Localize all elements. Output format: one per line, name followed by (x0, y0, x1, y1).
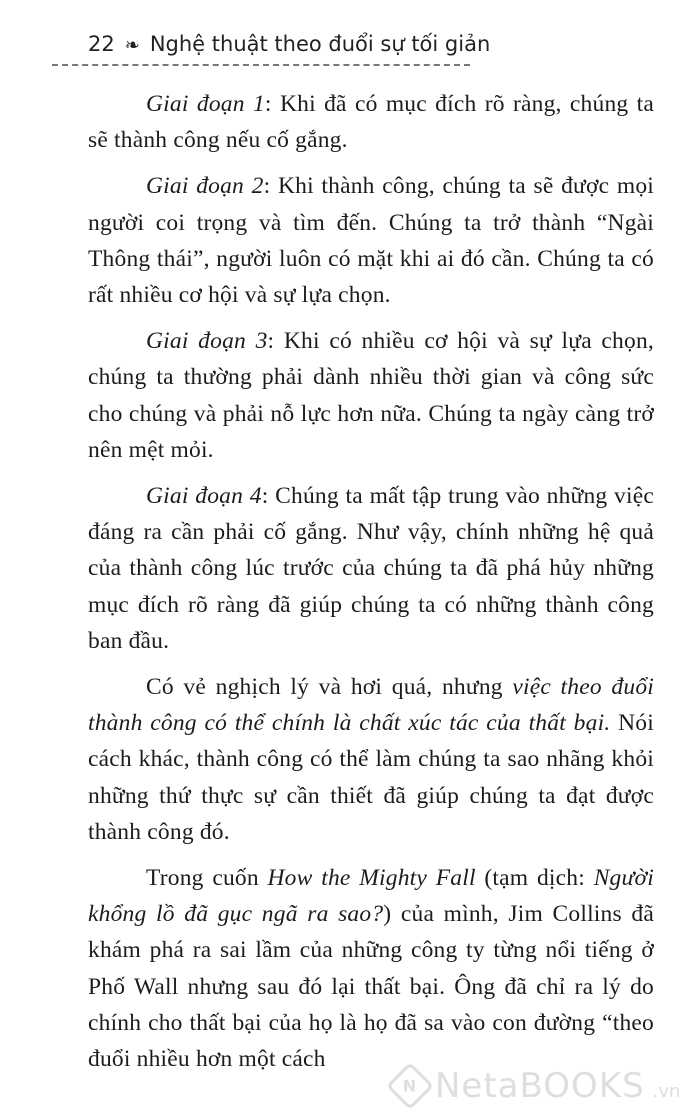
paragraph-text: Có vẻ nghịch lý và hơi quá, nhưng (146, 674, 513, 701)
stage-label: Giai đoạn 1 (146, 91, 265, 117)
fleuron-icon: ❧ (124, 35, 140, 56)
stage-label: Giai đoạn 3 (146, 328, 268, 355)
stage-text: : Khi thành công, chúng ta sẽ được mọi người coi trọng và tìm đến. Chúng ta trở thành “Ngài Thông thái”, người luôn có mặt khi ai đó cần. Chúng ta có rất nhiều cơ hội và sự lựa chọn. (88, 173, 655, 309)
paragraph-text: Nói cách khác, thành công có thể làm chúng ta sao nhãng khỏi những thứ thực sự cần thiết đã giúp chúng ta đạt được thành công đó. (88, 710, 654, 845)
paragraph-paradox (88, 669, 654, 850)
netabooks-watermark (393, 1066, 680, 1106)
stage-text: : Chúng ta mất tập trung vào những việc đáng ra cần phải cố gắng. Như vậy, chính những hệ quả của thành công lúc trước của chúng ta đã phá hủy những mục đích rõ ràng đã giúp chúng ta có những thành công ban đầu. (88, 483, 654, 654)
translated-title-italic: Người khổng lồ đã gục ngã ra sao? (88, 865, 654, 928)
stage-label: Giai đoạn 2 (146, 173, 264, 200)
book-title-italic: How the Mighty Fall (267, 865, 476, 892)
paragraph-mighty-fall (88, 860, 654, 1077)
page-number: 22 (88, 32, 115, 56)
paragraph-stage-1 (88, 86, 654, 158)
page-body (88, 86, 654, 1077)
paragraph-stage-4 (88, 478, 654, 659)
paragraph-text: (tạm dịch: (475, 865, 594, 892)
netabooks-logo-icon: N (386, 1062, 434, 1110)
paragraph-text: Trong cuốn (146, 865, 268, 892)
stage-text: : Khi đã có mục đích rõ ràng, chúng ta sẽ thành công nếu cố gắng. (88, 91, 654, 154)
stage-text: : Khi có nhiều cơ hội và sự lựa chọn, chúng ta thường phải dành nhiều thời gian và công sức cho chúng và phải nỗ lực hơn nữa. Chúng ta ngày càng trở nên mệt mỏi. (88, 328, 654, 463)
paragraph-stage-2 (88, 168, 654, 313)
emphasis-text: việc theo đuổi thành công có thể chính là chất xúc tác của thất bại. (88, 674, 654, 737)
header-divider (52, 64, 470, 66)
watermark-tld: .vn (652, 1081, 681, 1102)
paragraph-stage-3 (88, 323, 654, 468)
running-header (88, 32, 490, 64)
paragraph-text: ) của mình, Jim Collins đã khám phá ra sai lầm của những công ty từng nổi tiếng ở Phố Wall nhưng sau đó lại thất bại. Ông đã chỉ ra lý do chính cho thất bại của họ là họ đã sa vào con đường “theo đuổi nhiều hơn một cách (88, 901, 654, 1073)
watermark-brand: NetaBOOKS (435, 1066, 645, 1106)
book-title: Nghệ thuật theo đuổi sự tối giản (149, 32, 491, 56)
stage-label: Giai đoạn 4 (146, 483, 262, 510)
